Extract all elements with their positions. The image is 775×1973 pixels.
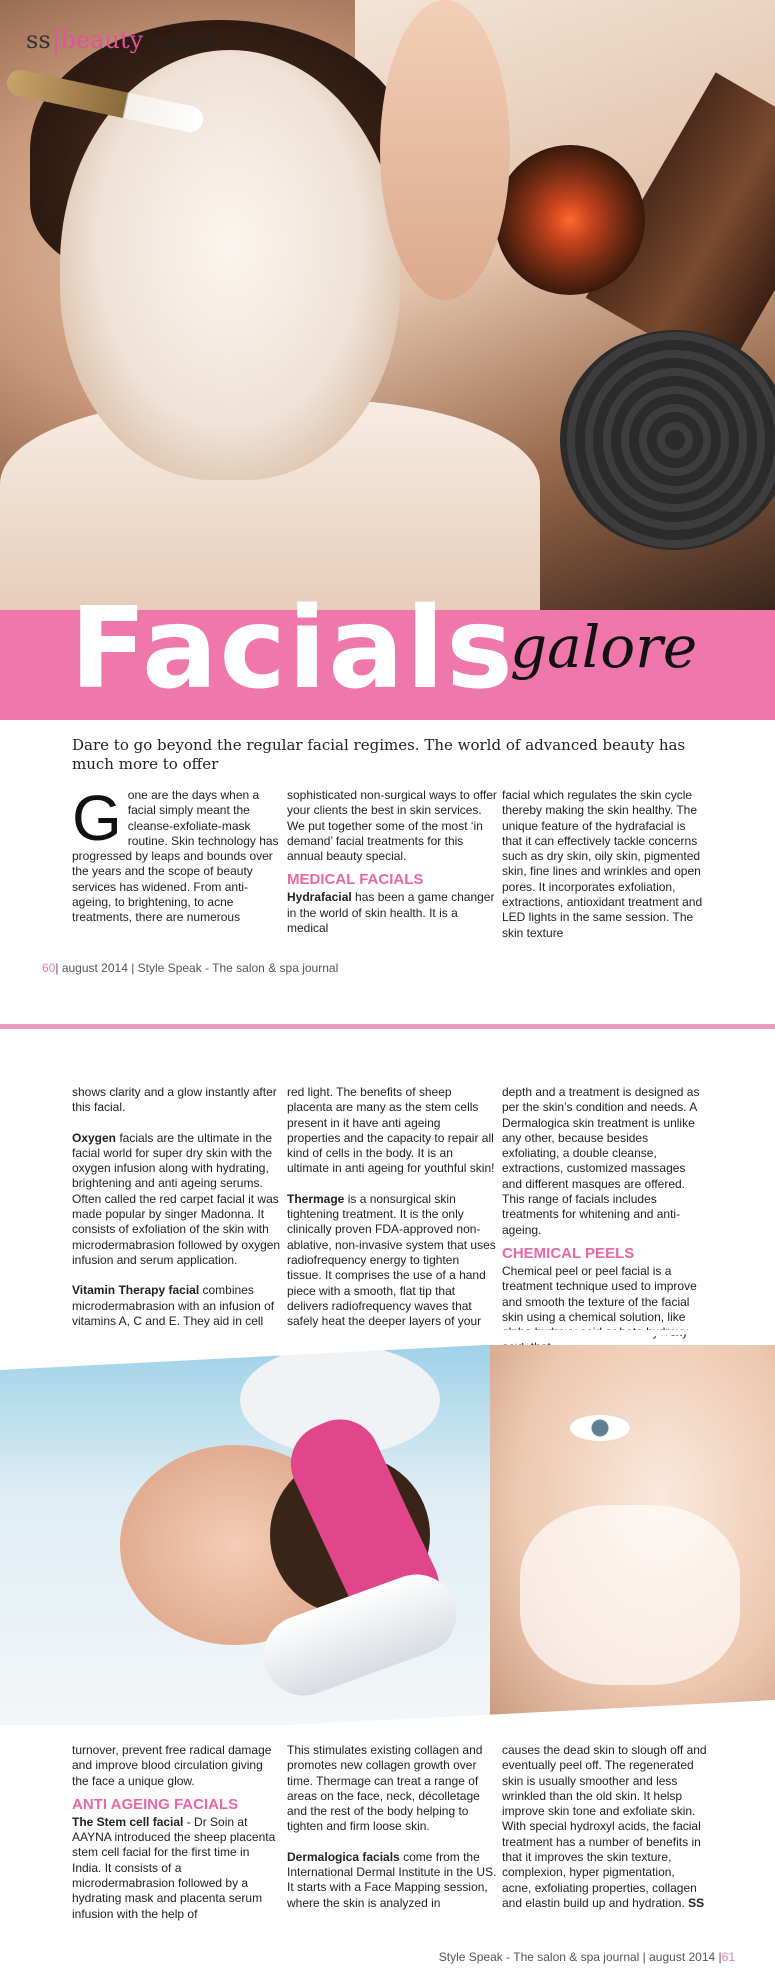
term-vitamin-therapy: Vitamin Therapy facial — [72, 1283, 200, 1298]
page-number-60: 60 — [42, 961, 56, 975]
p61-col3-para1: depth and a treatment is designed as per the skin’s condition and needs. A Dermalogica skin treatment is unlike any other, because besides exfoliating, a double cleanse, extractions, customized massages and different masques are offered. This range of facials includes treatments for whitening and anti-ageing. — [502, 1085, 700, 1237]
standfirst: Dare to go beyond the regular facial regimes. The world of advanced beauty has much more to offer — [72, 736, 686, 773]
candle-bowl — [495, 145, 645, 295]
p61-col1-para3-text: combines microdermabrasion with an infusion of vitamins A, C and E. They aid in cell — [72, 1283, 275, 1328]
term-dermalogica-facials: Dermalogica facials — [287, 1849, 400, 1864]
p61-col2-para2-text: is a nonsurgical skin tightening treatment. It is the only clinically proven FDA-approved non-ablative, non-invasive system that uses radiofrequency energy to tighten tissue. It comprises the use of a hand piece with a smooth, flat tip that delivers radiofrequency waves that safely heat the deeper layers of your — [287, 1191, 496, 1329]
p61-bottom-column-2 — [287, 1743, 497, 1911]
p61-column-3 — [502, 1085, 707, 1356]
hot-stones — [560, 330, 775, 550]
p61-column-1 — [72, 1085, 282, 1329]
peeling-mask — [520, 1505, 740, 1685]
p61-b-col3-para1 — [502, 1743, 707, 1911]
p61-b-col1-para2 — [72, 1815, 282, 1922]
model-eye — [570, 1415, 630, 1441]
term-stem-cell-facial: The Stem cell facial — [72, 1814, 184, 1829]
peel-mask-photo — [490, 1345, 775, 1725]
p61-col1-para1: shows clarity and a glow instantly after this facial. — [72, 1085, 277, 1115]
hero-facial-photo — [0, 0, 775, 610]
p60-col3-para1: facial which regulates the skin cycle thereby making the skin healthy. The unique feature of the hydrafacial is that it can effectively tackle concerns such as dry skin, oily skin, pigmented skin, fine lines and wrinkles and open pores. It incorporates exfoliation, extractions, antioxidant treatment and LED lights in the same session. The skin texture — [502, 788, 703, 940]
p60-col2-para2 — [287, 890, 497, 936]
ultrasonic-facial-photo — [0, 1345, 490, 1725]
heading-chemical-peels: CHEMICAL PEELS — [502, 1244, 635, 1262]
folio-month-61: august 2014 — [649, 1950, 716, 1964]
p61-b-col3-text: causes the dead skin to slough off and eventually peel off. The regenerated skin is usually smoother and less wrinkled than the old skin. It helsp improve skin tone and exfoliate skin. With special hydroxyl acids, the facial treatment has a number of benefits in that it improves the skin texture, complexion, hyper pigmentation, acne, exfoliating properties, collagen and elastin build up and hydration. — [502, 1743, 707, 1910]
p61-col2-para1: red light. The benefits of sheep placenta are many as the stem cells present in it have anti ageing properties and the capacity to repair all kind of cells in the body. It is an ultimate in anti ageing for youthful skin! — [287, 1085, 495, 1176]
heading-medical-facials: MEDICAL FACIALS — [287, 871, 424, 889]
p61-bottom-column-3 — [502, 1743, 707, 1911]
headline-sub: galore — [510, 613, 698, 681]
p60-col2-para1: sophisticated non-surgical ways to offer your clients the best in skin services. We put together some of the most ‘in demand’ facial treatments for this annual beauty special. — [287, 788, 497, 864]
logo-special: Special — [149, 33, 217, 54]
therapist-hand — [380, 0, 510, 300]
p60-column-2 — [287, 788, 497, 936]
p61-b-col1-para1: turnover, prevent free radical damage and improve blood circulation giving the face a unique glow. — [72, 1743, 272, 1788]
term-thermage: Thermage — [287, 1191, 345, 1206]
p60-col2-para2-text: has been a game changer in the world of skin health. It is a medical — [287, 890, 495, 936]
logo-beauty: beauty — [60, 26, 144, 54]
p61-col3-para2: Chemical peel or peel facial is a treatment technique used to improve and smooth the texture of the facial skin using a chemical solution, like — [502, 1263, 697, 1324]
p60-column-1 — [72, 782, 282, 926]
page-number-61: 61 — [721, 1950, 735, 1964]
p61-bottom-column-1 — [72, 1743, 282, 1922]
p61-column-2 — [287, 1085, 497, 1345]
section-logo — [26, 24, 216, 54]
end-mark: SS — [688, 1895, 705, 1910]
logo-divider — [55, 28, 57, 54]
heading-anti-ageing-facials: ANTI AGEING FACIALS — [72, 1795, 239, 1813]
term-oxygen: Oxygen — [72, 1130, 117, 1145]
p60-col1-text: one are the days when a facial simply meant the cleanse-exfoliate-mask routine. Skin technology has progressed by leaps and bounds over the years and the scope of beauty services has widened. From anti-ageing, to brightening, to acne treatments, there are numerous — [72, 788, 279, 925]
term-hydrafacial: Hydrafacial — [287, 890, 352, 905]
p61-col1-para2 — [72, 1131, 282, 1269]
folio-journal: Style Speak - The salon & spa journal — [137, 961, 339, 975]
folio-page-61: Style Speak - The salon & spa journal | august 2014 |61 — [438, 1950, 735, 1964]
folio-page-60: 60| august 2014 | Style Speak - The salon & spa journal — [42, 961, 339, 975]
headline-main: Facials — [70, 584, 515, 714]
p61-col2-para2 — [287, 1192, 497, 1345]
p61-b-col2-para1: This stimulates existing collagen and promotes new collagen growth over time. Thermage can treat a range of areas on the face, neck, décolletage and the rest of the body helping to tighten and firm loose skin. — [287, 1743, 483, 1834]
logo-ss: ss — [26, 26, 51, 54]
treatment-photos — [0, 1345, 775, 1725]
p61-col1-para3 — [72, 1283, 282, 1329]
folio-journal-61: Style Speak - The salon & spa journal — [438, 1950, 640, 1964]
folio-month: august 2014 — [61, 961, 128, 975]
p60-column-3 — [502, 788, 707, 941]
p61-col1-para2-text: facials are the ultimate in the facial world for super dry skin with the oxygen infusion along with hydrating, brightening and anti ageing serums. Often called the red carpet facial it was made popular by singer Madonna. It consists of exfoliation of the skin with microdermabrasion followed by oxygen infusion and serum application. — [72, 1130, 281, 1267]
page-divider — [0, 1024, 775, 1029]
p61-b-col2-para2-text: come from the International Dermal Institute in the US. It starts with a Face Mapping session, where the skin is analyzed in — [287, 1849, 497, 1910]
drop-cap: G — [72, 782, 122, 854]
p61-b-col1-para2-text: - Dr Soin at AAYNA introduced the sheep placenta stem cell facial for the first time in India. It consists of a microdermabrasion followed by a hydrating mask and placenta serum infusion with the help of — [72, 1814, 276, 1921]
p61-b-col2-para2 — [287, 1850, 497, 1911]
